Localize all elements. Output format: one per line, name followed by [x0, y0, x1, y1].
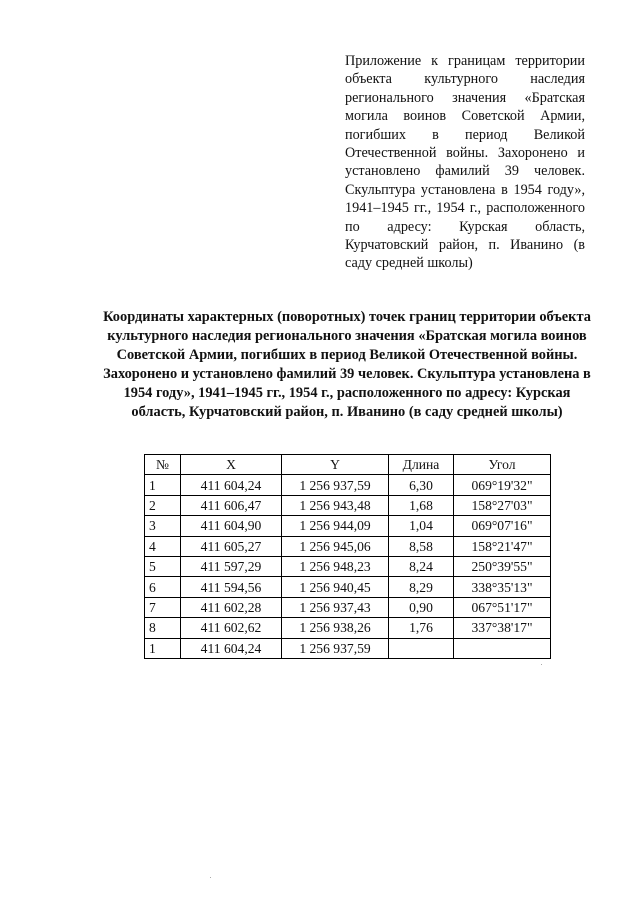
cell-x: 411 604,24	[181, 475, 282, 495]
cell-y: 1 256 940,45	[282, 577, 389, 597]
cell-y: 1 256 938,26	[282, 618, 389, 638]
table-row	[145, 516, 551, 536]
table-row	[145, 495, 551, 515]
header-y: Y	[282, 455, 389, 475]
table-row	[145, 577, 551, 597]
table-header-row	[145, 455, 551, 475]
cell-number: 8	[145, 618, 181, 638]
cell-angle: 338°35'13"	[454, 577, 551, 597]
cell-y: 1 256 937,59	[282, 475, 389, 495]
cell-y: 1 256 948,23	[282, 556, 389, 576]
cell-x: 411 597,29	[181, 556, 282, 576]
cell-length: 8,58	[389, 536, 454, 556]
cell-length: 8,24	[389, 556, 454, 576]
cell-x: 411 594,56	[181, 577, 282, 597]
table-row	[145, 618, 551, 638]
cell-y: 1 256 937,43	[282, 597, 389, 617]
cell-y: 1 256 944,09	[282, 516, 389, 536]
cell-angle: 158°21'47"	[454, 536, 551, 556]
cell-number: 3	[145, 516, 181, 536]
coordinates-table	[144, 454, 551, 659]
table-row	[145, 638, 551, 658]
cell-number: 2	[145, 495, 181, 515]
cell-length: 1,76	[389, 618, 454, 638]
cell-length: 8,29	[389, 577, 454, 597]
cell-y: 1 256 943,48	[282, 495, 389, 515]
cell-number: 5	[145, 556, 181, 576]
cell-number: 6	[145, 577, 181, 597]
cell-angle: 158°27'03"	[454, 495, 551, 515]
header-number: №	[145, 455, 181, 475]
cell-angle: 069°07'16"	[454, 516, 551, 536]
cell-angle	[454, 638, 551, 658]
cell-y: 1 256 937,59	[282, 638, 389, 658]
cell-y: 1 256 945,06	[282, 536, 389, 556]
cell-angle: 069°19'32"	[454, 475, 551, 495]
cell-x: 411 604,90	[181, 516, 282, 536]
table-row	[145, 475, 551, 495]
cell-x: 411 605,27	[181, 536, 282, 556]
cell-length: 0,90	[389, 597, 454, 617]
cell-x: 411 602,28	[181, 597, 282, 617]
cell-angle: 250°39'55"	[454, 556, 551, 576]
appendix-note: Приложение к границам территории объекта культурного наследия регионального значения «Братская могила воинов Советской Армии, погибших в период Великой Отечественной войны. Захоронено и установлено фамилий 39 человек. Скульптура установлена в 1954 году», 1941–1945 гг., 1954 г., расположенного по адресу: Курская область, Курчатовский район, п. Иванино (в саду средней школы)	[345, 53, 585, 272]
cell-number: 1	[145, 638, 181, 658]
cell-x: 411 606,47	[181, 495, 282, 515]
cell-length: 6,30	[389, 475, 454, 495]
document-title: Координаты характерных (поворотных) точек границ территории объекта культурного наследия регионального значения «Братская могила воинов Советской Армии, погибших в период Великой Отечественной войны. Захоронено и установлено фамилий 39 человек. Скульптура установлена в 1954 году», 1941–1945 гг., 1954 г., расположенного по адресу: Курская область, Курчатовский район, п. Иванино (в саду средней школы)	[103, 309, 591, 420]
cell-length: 1,04	[389, 516, 454, 536]
cell-angle: 337°38'17"	[454, 618, 551, 638]
cell-number: 7	[145, 597, 181, 617]
header-angle: Угол	[454, 455, 551, 475]
table-row	[145, 556, 551, 576]
cell-length: 1,68	[389, 495, 454, 515]
cell-x: 411 604,24	[181, 638, 282, 658]
cell-x: 411 602,62	[181, 618, 282, 638]
cell-number: 4	[145, 536, 181, 556]
scan-speck	[541, 664, 542, 665]
cell-angle: 067°51'17"	[454, 597, 551, 617]
cell-length	[389, 638, 454, 658]
cell-number: 1	[145, 475, 181, 495]
table-row	[145, 536, 551, 556]
scan-speck	[210, 877, 211, 878]
table-row	[145, 597, 551, 617]
header-x: X	[181, 455, 282, 475]
header-length: Длина	[389, 455, 454, 475]
